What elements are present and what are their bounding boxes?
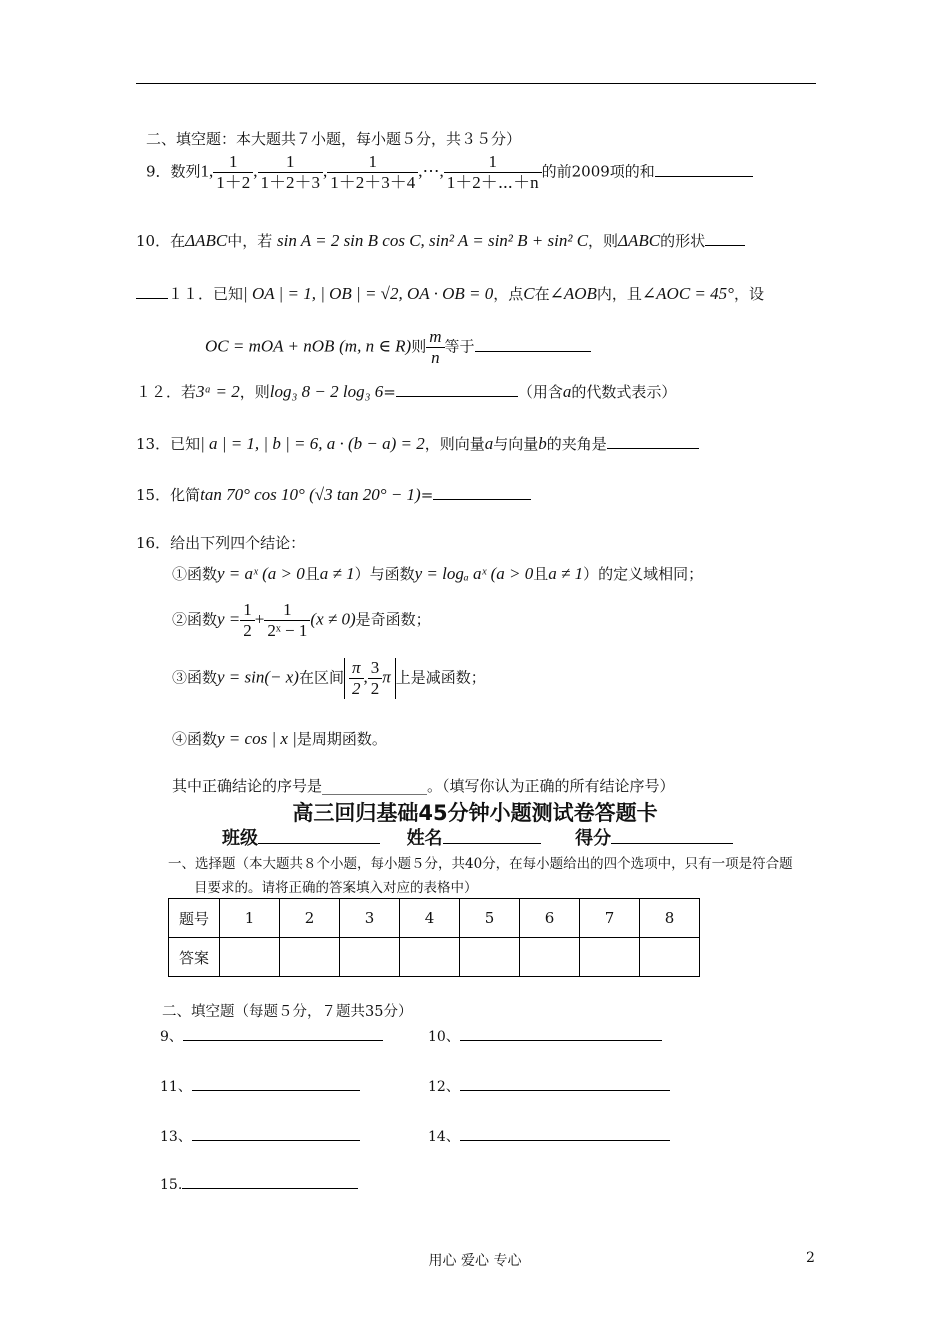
c1-and-2: 且 <box>533 565 549 583</box>
footer: 用心 爱心 专心 <box>428 1253 522 1269</box>
q11-point: ，点 <box>493 285 524 303</box>
blank-9: 9、 <box>160 1026 383 1046</box>
header-rule <box>136 83 816 84</box>
q12-note: （用含 <box>517 383 563 401</box>
q16-final <box>172 775 675 796</box>
answer-card-title: 高三回归基础45分钟小题测试卷答题卡 <box>292 801 658 825</box>
q15-expression: tan 70° cos 10° (√3 tan 20° − 1) <box>200 485 421 504</box>
name-label: 姓名 <box>406 828 443 849</box>
q15-answer-blank[interactable] <box>433 485 531 500</box>
q9-seq-start: 1, <box>200 161 214 181</box>
question-number-cell: 3 <box>340 899 400 938</box>
answer-cell[interactable] <box>280 938 340 977</box>
q12-condition: 3ᵃ = 2 <box>196 382 240 401</box>
q13-then: ，则向量 <box>424 435 485 453</box>
question-16: 16．给出下列四个结论： <box>136 534 306 552</box>
answer-cell[interactable] <box>400 938 460 977</box>
q16-conclusion-3 <box>172 658 486 699</box>
class-label: 班级 <box>222 828 258 849</box>
q16-final-text: 其中正确结论的序号是 <box>172 777 323 795</box>
answer-cell[interactable] <box>640 938 700 977</box>
q11-then: 则 <box>411 337 427 356</box>
q16-conclusion-1 <box>172 563 703 584</box>
q10-blank-continued[interactable] <box>136 284 168 299</box>
q10-formula: sin A = 2 sin B cos C, sin² A = sin² B + sin² C <box>276 231 589 250</box>
question-number-cell: 6 <box>520 899 580 938</box>
blank-9-line[interactable] <box>183 1028 383 1041</box>
q11-answer-blank[interactable] <box>475 337 591 352</box>
c4-tail: 是周期函数。 <box>296 730 387 748</box>
c1-tail: ）的定义域相同； <box>583 565 704 583</box>
c1-mid: ）与函数 <box>354 565 415 583</box>
section-header: 二、填空题：本大题共７小题，每小题５分，共３５分） <box>146 130 522 148</box>
q9-answer-blank[interactable] <box>655 162 753 177</box>
c2-frac-1: $\frac{1}{2}$ <box>240 600 255 641</box>
q12-equals: = <box>383 383 396 401</box>
choice-section-header-2: 目要求的。请将正确的答案填入对应的表格中） <box>194 880 478 896</box>
q13-and: 与向量 <box>493 435 539 453</box>
question-11-line2 <box>205 327 591 368</box>
q12-a: a <box>562 382 572 401</box>
question-number-cell: 7 <box>580 899 640 938</box>
q10-answer-blank[interactable] <box>705 231 745 246</box>
q13-answer-blank[interactable] <box>607 434 699 449</box>
question-15 <box>136 484 531 505</box>
c4-func: y = cos | x | <box>217 729 297 748</box>
q13-vector-b: b <box>538 434 547 453</box>
c2-frac-2: $\frac{1}{\text{2ˣ − 1}}$ <box>264 600 310 641</box>
q10-then: ，则 <box>588 232 619 250</box>
c1-func-1: y = aˣ (a > 0 <box>217 564 305 583</box>
q16-final-tail: 。（填写你认为正确的所有结论序号） <box>427 777 675 795</box>
q9-number: 9．数列 <box>146 162 201 181</box>
answer-cell[interactable] <box>340 938 400 977</box>
c2-plus: + <box>254 609 265 629</box>
page-number: 2 <box>806 1250 815 1266</box>
question-13 <box>136 433 699 454</box>
c1-label: ①函数 <box>172 565 218 583</box>
c1-func-2: y = logₐ aˣ (a > 0 <box>414 564 534 583</box>
blank-14: 14、 <box>428 1126 670 1146</box>
fill-section-header: 二、填空题（每题５分，７题共35分） <box>162 1004 413 1020</box>
q15-equals: = <box>420 486 434 504</box>
student-info <box>222 824 733 850</box>
q10-number: 10．在 <box>136 232 186 250</box>
answer-cell[interactable] <box>220 938 280 977</box>
q11-C: C <box>523 284 535 303</box>
score-field[interactable] <box>611 827 733 844</box>
blank-11-line[interactable] <box>192 1078 360 1091</box>
q12-number: １２．若 <box>136 383 197 401</box>
question-10 <box>136 230 745 251</box>
choice-section-header: 一、选择题（本大题共８个小题，每小题５分，共40分，在每小题给出的四个选项中，只有一项是符合题 <box>168 856 793 872</box>
c3-tail: 上是减函数； <box>395 668 486 687</box>
question-number-cell: 4 <box>400 899 460 938</box>
q13-number: 13．已知 <box>136 435 201 453</box>
c2-label: ②函数 <box>172 610 218 629</box>
q10-tail: 的形状 <box>660 232 706 250</box>
q9-frac-last: $\frac{1}{1+2+\cdots+n}$ <box>444 152 542 193</box>
q11-in: 在 <box>534 285 550 303</box>
answer-row-label: 答案 <box>169 938 220 977</box>
answer-cell[interactable] <box>580 938 640 977</box>
q11-angle-2: ∠AOC = 45° <box>641 284 734 303</box>
q9-tail: 的前2009项的和 <box>541 162 655 181</box>
q11-equation: OC = mOA + nOB <box>205 336 335 356</box>
name-field[interactable] <box>443 827 541 844</box>
c4-label: ④函数 <box>172 730 218 748</box>
c3-label: ③函数 <box>172 668 218 687</box>
q11-inside: 内，且 <box>596 285 642 303</box>
q12-answer-blank[interactable] <box>396 382 518 397</box>
q13-condition: | a | = 1, | b | = 6, a · (b − a) = 2 <box>200 434 425 453</box>
c1-cond-2: a ≠ 1 <box>548 564 584 583</box>
q12-note-2: 的代数式表示） <box>571 383 677 401</box>
q10-triangle-2: ΔABC <box>618 231 661 250</box>
blank-12-line[interactable] <box>460 1078 670 1091</box>
answer-table <box>168 898 700 977</box>
q9-ellipsis: ,⋯, <box>418 161 444 181</box>
q11-condition-2: (m, n ∈ R) <box>339 336 412 356</box>
question-11 <box>136 283 764 304</box>
table-row-numbers <box>169 899 700 938</box>
blank-14-line[interactable] <box>460 1128 670 1141</box>
q11-number: １１．已知 <box>168 285 244 303</box>
q11-set: ，设 <box>733 285 764 303</box>
answer-cell[interactable] <box>520 938 580 977</box>
q9-frac-3: $\frac{1}{1+2+3+4}$ <box>327 152 418 193</box>
q10-triangle: ΔABC <box>185 231 228 250</box>
blank-12: 12、 <box>428 1076 670 1096</box>
table-header-label: 题号 <box>169 899 220 938</box>
answer-cell[interactable] <box>460 938 520 977</box>
blank-10: 10、 <box>428 1026 662 1046</box>
c3-func: y = sin(− x) <box>217 667 299 687</box>
q16-answer-blank[interactable]: ______________ <box>322 777 428 795</box>
c3-mid: 在区间 <box>298 668 344 687</box>
blank-11: 11、 <box>160 1076 360 1096</box>
blank-10-line[interactable] <box>460 1028 662 1041</box>
q12-then: ，则 <box>239 383 270 401</box>
question-number-cell: 8 <box>640 899 700 938</box>
q11-frac: $\frac{m}{n}$ <box>426 327 444 368</box>
q13-vector-a: a <box>484 434 494 453</box>
q11-condition: | OA | = 1, | OB | = √2, OA · OB = 0 <box>243 284 494 303</box>
score-label: 得分 <box>575 828 612 849</box>
q16-conclusion-2 <box>172 600 431 641</box>
question-number-cell: 2 <box>280 899 340 938</box>
q11-equals: 等于 <box>444 337 475 356</box>
question-number-cell: 1 <box>220 899 280 938</box>
q15-number: 15．化简 <box>136 486 201 504</box>
question-number-cell: 5 <box>460 899 520 938</box>
table-row-answers <box>169 938 700 977</box>
blank-15: 15. <box>160 1176 358 1193</box>
question-9: 9．数列1, $\frac{1}{1+2}$ , $\frac{1}{1+2+3}$ , $\frac{1}{1+2+3+4}$ ,⋯, $\frac{1}{1+2+\cdots+n}$ 的前2009项的和 <box>146 152 753 193</box>
q11-angle: ∠AOB <box>549 284 597 303</box>
class-field[interactable] <box>258 827 380 844</box>
c3-interval: $\frac{\pi}{2}$ , $\frac{3}{2}$ π <box>344 658 396 699</box>
c1-and-1: 且 <box>304 565 320 583</box>
q13-tail: 的夹角是 <box>546 435 607 453</box>
c2-cond: (x ≠ 0) <box>310 609 356 629</box>
c2-tail: 是奇函数； <box>355 610 431 629</box>
question-12 <box>136 381 676 402</box>
q16-conclusion-4 <box>172 728 387 749</box>
blank-15-line[interactable] <box>182 1176 358 1189</box>
q10-mid: 中，若 <box>227 232 273 250</box>
q12-expression: log₃ 8 − 2 log₃ 6 <box>269 382 384 401</box>
blank-13: 13、 <box>160 1126 360 1146</box>
c1-cond-1: a ≠ 1 <box>319 564 355 583</box>
q9-frac-2: $\frac{1}{1+2+3}$ <box>258 152 324 193</box>
blank-13-line[interactable] <box>192 1128 360 1141</box>
q9-frac-1: $\frac{1}{1+2}$ <box>213 152 253 193</box>
c2-y: y = <box>217 609 241 629</box>
